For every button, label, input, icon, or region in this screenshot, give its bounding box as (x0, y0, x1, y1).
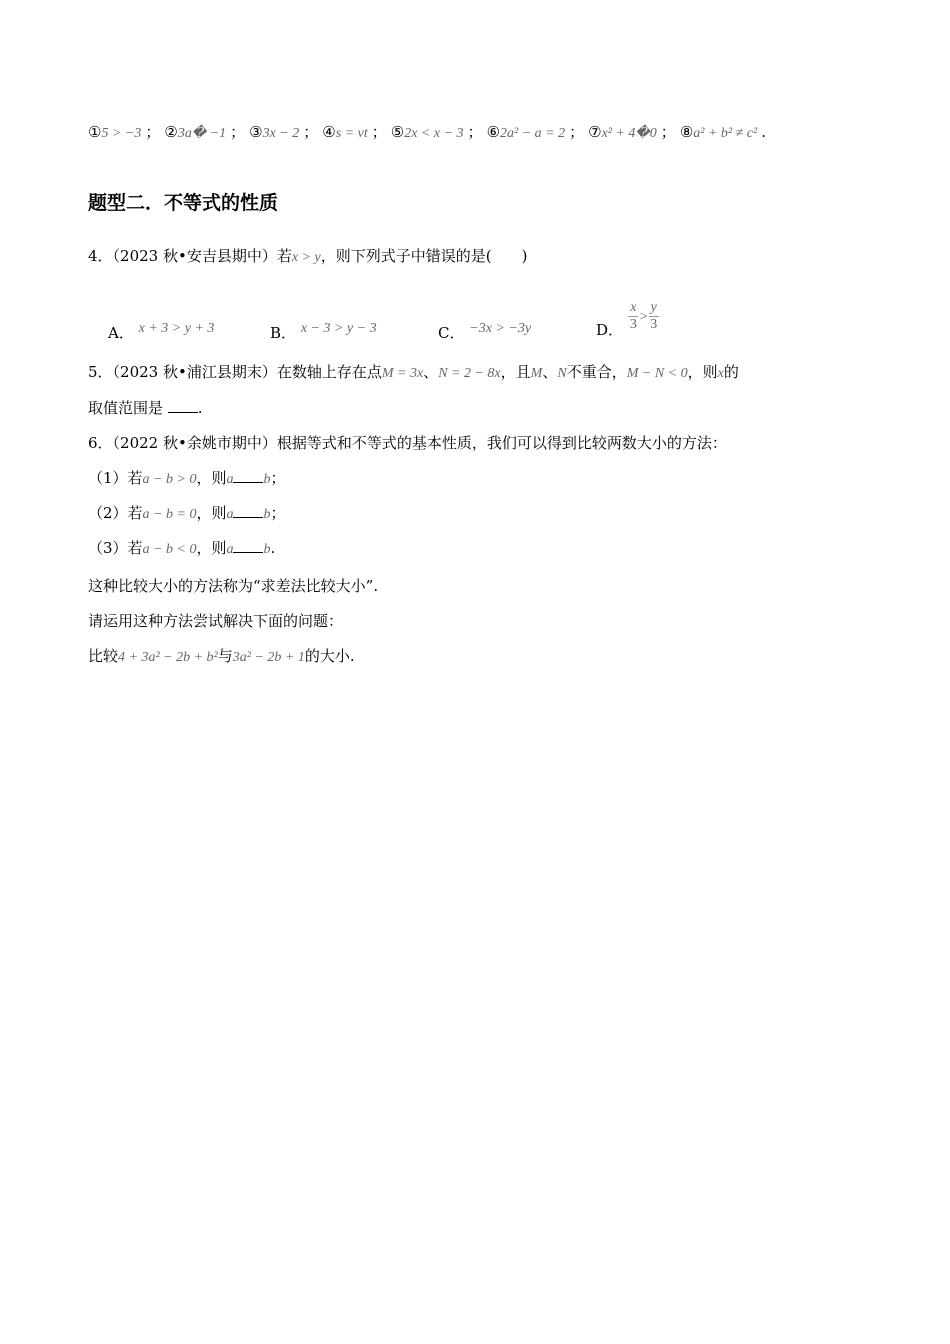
answer-blank[interactable] (168, 398, 198, 413)
case-a: a (226, 542, 234, 557)
case-b: b (263, 472, 271, 487)
case-then: ，则 (196, 469, 227, 487)
operator: > (638, 309, 649, 325)
q5-m-expr: M = 3x (381, 366, 424, 381)
q6-case-1 (88, 468, 285, 490)
q4-option-c[interactable] (438, 322, 531, 343)
case-b: b (263, 542, 271, 557)
item-marker: ③ (249, 123, 263, 141)
q5-text-e: 的 (723, 363, 739, 381)
intro-item (249, 123, 299, 141)
q5-n: N (557, 366, 567, 381)
case-then: ，则 (196, 539, 227, 557)
q6-case-2 (88, 503, 285, 525)
item-separator: ； (230, 123, 246, 141)
fraction-right (648, 300, 659, 333)
intro-item (391, 123, 464, 141)
item-marker: ⑥ (486, 123, 501, 141)
item-separator: ； (371, 123, 387, 141)
item-marker: ② (164, 123, 178, 141)
denominator: 3 (650, 317, 658, 332)
option-expr: −3x > −3y (469, 321, 532, 336)
numerator: y (650, 300, 657, 315)
compare-text-a: 比较 (88, 647, 119, 665)
q5-text-a: 5．（2023 秋•浦江县期末）在数轴上存在点 (88, 363, 382, 381)
intro-item (680, 123, 757, 141)
case-condition: a − b < 0 (142, 542, 197, 557)
q4-stem-b: ，则下列式子中错误的是 (320, 247, 486, 265)
item-separator: . (761, 123, 766, 141)
item-expr: s = vt (335, 126, 368, 141)
item-expr: 2a² − a = 2 (500, 126, 566, 141)
compare-expr-2: 3a² − 2b + 1 (232, 650, 305, 665)
item-separator: ； (467, 123, 483, 141)
item-separator: ； (303, 123, 319, 141)
case-end: ； (270, 504, 286, 522)
q5-sep2: 、 (542, 363, 558, 381)
q4-answer-paren: ( ) (485, 247, 528, 265)
q5-m: M (530, 366, 543, 381)
q6-compare (88, 646, 355, 668)
item-expr: 3a� −1 (177, 126, 227, 141)
compare-text-b: 的大小. (304, 647, 355, 665)
item-marker: ⑤ (390, 123, 405, 141)
item-separator: ； (569, 123, 585, 141)
q6-case-3 (88, 538, 275, 560)
item-marker: ⑦ (588, 123, 602, 141)
case-a: a (226, 507, 234, 522)
intro-item (487, 123, 566, 141)
q4-option-a[interactable] (108, 322, 214, 343)
q4-option-b[interactable] (270, 322, 377, 343)
q5-text-b: ，且 (500, 363, 531, 381)
case-label: （2）若 (88, 504, 143, 522)
q5-sep: 、 (423, 363, 439, 381)
case-end: . (270, 539, 276, 557)
option-label: D． (596, 320, 624, 339)
numerator: x (630, 300, 637, 315)
option-label: C． (438, 324, 465, 342)
q4-condition: x > y (291, 250, 321, 265)
option-label: A． (108, 324, 134, 342)
case-then: ，则 (196, 504, 227, 522)
item-marker: ① (88, 123, 102, 141)
q4-option-d[interactable] (596, 300, 659, 339)
intro-item (164, 123, 226, 141)
option-expr: x − 3 > y − 3 (300, 321, 377, 336)
denominator: 3 (629, 317, 637, 332)
item-expr: x² + 4�0 (601, 126, 657, 141)
q5-condition: M − N < 0 (626, 366, 688, 381)
item-marker: ⑧ (679, 123, 694, 141)
case-end: ； (270, 469, 286, 487)
question-6-stem: 6．（2022 秋•余姚市期中）根据等式和不等式的基本性质，我们可以得到比较两数大小的方法： (88, 434, 727, 452)
q5-line2-end: . (197, 399, 203, 417)
answer-blank[interactable] (233, 538, 263, 553)
item-expr: 3x − 2 (262, 126, 300, 141)
case-label: （3）若 (88, 539, 143, 557)
intro-item (322, 123, 367, 141)
case-a: a (226, 472, 234, 487)
q4-stem-a: 4．（2023 秋•安吉县期中）若 (88, 247, 292, 265)
item-separator: ； (145, 123, 161, 141)
intro-item (88, 123, 141, 141)
item-separator: ； (660, 123, 676, 141)
answer-blank[interactable] (233, 503, 263, 518)
case-condition: a − b > 0 (142, 472, 197, 487)
option-expr: x + 3 > y + 3 (138, 321, 215, 336)
compare-with: 与 (217, 647, 233, 665)
answer-blank[interactable] (233, 468, 263, 483)
q6-method: 这种比较大小的方法称为“求差法比较大小”. (88, 577, 379, 595)
q5-line2-text: 取值范围是 (88, 399, 164, 417)
fraction-left (628, 300, 639, 333)
item-expr: a² + b² ≠ c² (693, 126, 758, 141)
q5-n-expr: N = 2 − 8x (438, 366, 501, 381)
compare-expr-1: 4 + 3a² − 2b + b² (118, 650, 218, 665)
option-label: B． (270, 324, 297, 342)
case-label: （1）若 (88, 469, 143, 487)
q6-ask: 请运用这种方法尝试解决下面的问题： (88, 612, 344, 630)
question-5-line1 (88, 362, 739, 384)
case-condition: a − b = 0 (142, 507, 197, 522)
q5-text-c: 不重合， (566, 363, 627, 381)
intro-item (588, 123, 657, 141)
intro-line (88, 122, 770, 144)
question-4-stem (88, 246, 527, 268)
item-expr: 2x < x − 3 (404, 126, 464, 141)
item-marker: ④ (322, 123, 336, 141)
q5-x: x (717, 366, 724, 381)
q5-text-d: ，则 (687, 363, 718, 381)
question-5-line2 (88, 398, 203, 418)
case-b: b (263, 507, 271, 522)
item-expr: 5 > −3 (101, 126, 142, 141)
section-title: 题型二．不等式的性质 (88, 192, 279, 214)
